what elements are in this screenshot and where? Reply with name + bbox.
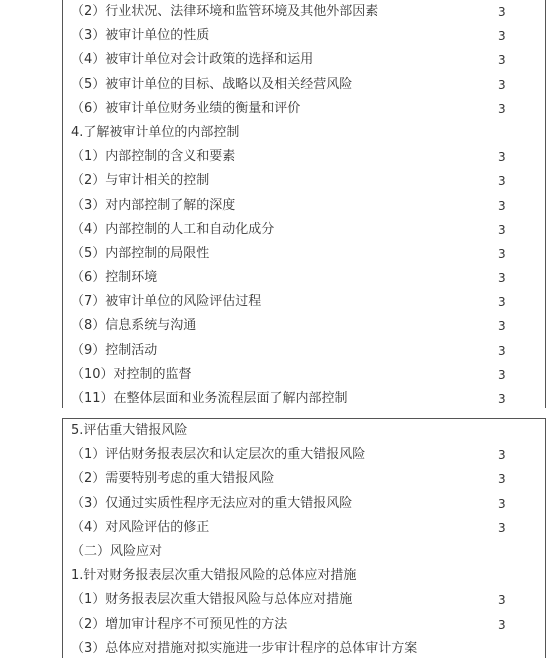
outline-row bbox=[63, 588, 545, 612]
item-text: （2）增加审计程序不可预见性的方法 bbox=[71, 616, 288, 632]
outline-row bbox=[63, 0, 545, 24]
outline-row bbox=[63, 467, 545, 491]
outline-row bbox=[63, 290, 545, 314]
item-value: 3 bbox=[498, 150, 506, 165]
outline-row bbox=[63, 266, 545, 290]
item-value: 3 bbox=[498, 29, 506, 44]
item-value: 3 bbox=[498, 343, 506, 358]
page-gap bbox=[0, 408, 560, 418]
outline-row bbox=[63, 314, 545, 338]
item-text: （5）内部控制的局限性 bbox=[71, 245, 210, 261]
item-text: （11）在整体层面和业务流程层面了解内部控制 bbox=[71, 391, 348, 406]
item-text: （2）需要特别考虑的重大错报风险 bbox=[71, 471, 275, 487]
item-text: （3）总体应对措施对拟实施进一步审计程序的总体审计方案 bbox=[71, 640, 418, 656]
item-value: 3 bbox=[498, 520, 506, 535]
outline-row bbox=[63, 516, 545, 540]
outline-table-bottom bbox=[62, 418, 546, 658]
outline-row bbox=[63, 121, 545, 145]
item-text: （10）对控制的监督 bbox=[71, 366, 192, 382]
item-text: （1）财务报表层次重大错报风险与总体应对措施 bbox=[71, 592, 353, 608]
item-value: 3 bbox=[498, 53, 506, 68]
item-text: （4）对风险评估的修正 bbox=[71, 519, 210, 535]
item-value: 3 bbox=[498, 392, 506, 406]
outline-row bbox=[63, 194, 545, 218]
outline-row bbox=[63, 419, 545, 443]
item-text: （7）被审计单位的风险评估过程 bbox=[71, 294, 262, 310]
outline-row bbox=[63, 218, 545, 242]
outline-row bbox=[63, 363, 545, 387]
outline-table-top bbox=[62, 0, 546, 409]
item-text: （4）被审计单位对会计政策的选择和运用 bbox=[71, 52, 314, 68]
outline-row bbox=[63, 24, 545, 48]
outline-row bbox=[63, 242, 545, 266]
outline-row bbox=[63, 492, 545, 516]
outline-row bbox=[63, 97, 545, 121]
outline-row bbox=[63, 637, 545, 661]
item-text: （3）仅通过实质性程序无法应对的重大错报风险 bbox=[71, 495, 353, 511]
item-text: （6）被审计单位财务业绩的衡量和评价 bbox=[71, 100, 301, 116]
outline-row bbox=[63, 73, 545, 97]
item-text: （9）控制活动 bbox=[71, 342, 158, 358]
outline-row bbox=[63, 540, 545, 564]
outline-row bbox=[63, 48, 545, 72]
outline-row bbox=[63, 339, 545, 363]
item-value: 3 bbox=[498, 448, 506, 463]
item-value: 3 bbox=[498, 77, 506, 92]
item-text: （2）行业状况、法律环境和监管环境及其他外部因素 bbox=[71, 4, 379, 19]
item-value: 3 bbox=[498, 319, 506, 334]
outline-row bbox=[63, 169, 545, 193]
item-text: 5.评估重大错报风险 bbox=[71, 423, 188, 438]
item-value: 3 bbox=[498, 367, 506, 382]
item-value: 3 bbox=[498, 5, 506, 19]
item-value: 3 bbox=[498, 101, 506, 116]
item-text: （8）信息系统与沟通 bbox=[71, 318, 197, 334]
item-text: （3）对内部控制了解的深度 bbox=[71, 197, 236, 213]
item-value: 3 bbox=[498, 617, 506, 632]
item-value: 3 bbox=[498, 496, 506, 511]
item-value: 3 bbox=[498, 174, 506, 189]
item-text: （2）与审计相关的控制 bbox=[71, 173, 210, 189]
outline-row bbox=[63, 613, 545, 637]
item-text: （3）被审计单位的性质 bbox=[71, 28, 210, 44]
item-text: 4.了解被审计单位的内部控制 bbox=[71, 124, 240, 140]
item-text: （1）评估财务报表层次和认定层次的重大错报风险 bbox=[71, 447, 366, 463]
outline-row bbox=[63, 564, 545, 588]
item-text: （二）风险应对 bbox=[71, 543, 163, 559]
item-text: （1）内部控制的含义和要素 bbox=[71, 149, 236, 165]
item-value: 3 bbox=[498, 198, 506, 213]
item-text: （5）被审计单位的目标、战略以及相关经营风险 bbox=[71, 76, 353, 92]
item-text: （4）内部控制的人工和自动化成分 bbox=[71, 221, 275, 237]
item-text: （6）控制环境 bbox=[71, 270, 158, 286]
item-value: 3 bbox=[498, 472, 506, 487]
item-value: 3 bbox=[498, 295, 506, 310]
item-value: 3 bbox=[498, 246, 506, 261]
item-text: 1.针对财务报表层次重大错报风险的总体应对措施 bbox=[71, 568, 357, 584]
item-value: 3 bbox=[498, 593, 506, 608]
item-value: 3 bbox=[498, 222, 506, 237]
outline-row bbox=[63, 443, 545, 467]
item-value: 3 bbox=[498, 271, 506, 286]
outline-row bbox=[63, 145, 545, 169]
